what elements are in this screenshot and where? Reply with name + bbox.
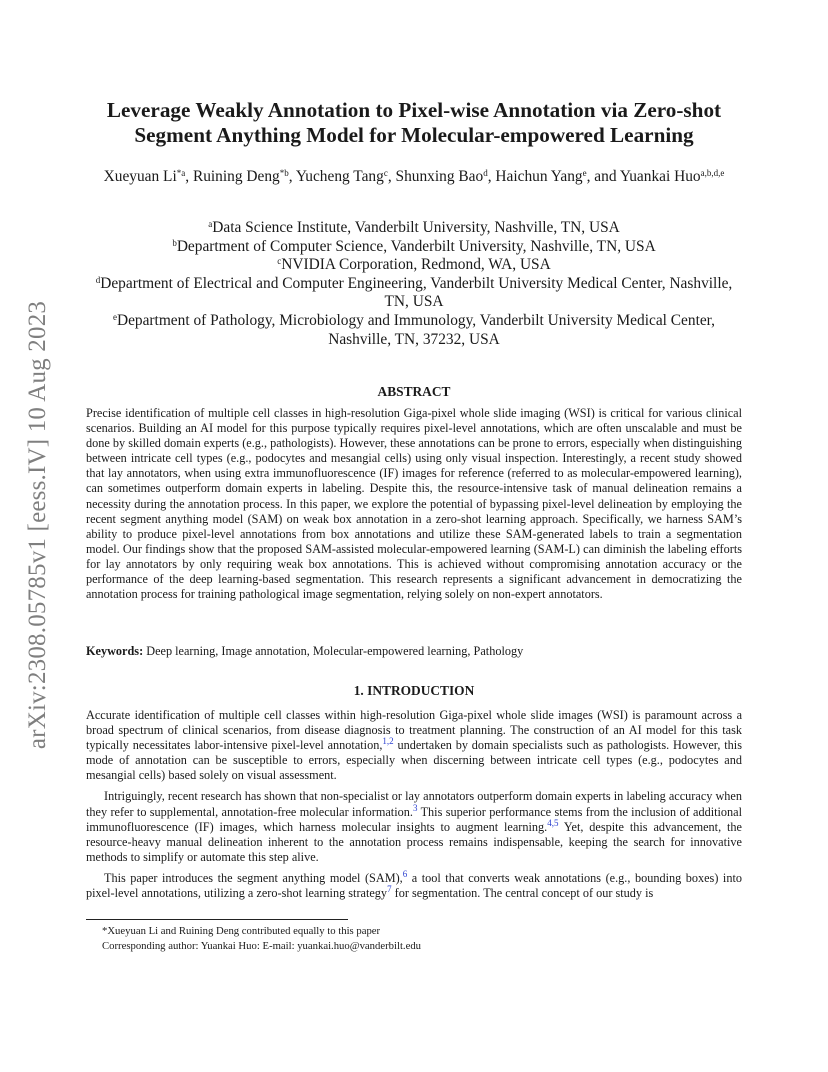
citation-link[interactable]: 3 — [412, 802, 418, 813]
keywords-label: Keywords: — [86, 644, 144, 658]
author-list: Xueyuan Li$^{*a}$, Ruining Deng$^{*b}$, Yucheng Tang$^c$, Shunxing Bao$^d$, Haichun Yang$^e$, and Yuankai Huo$^{a,b,d,e}$ — [103, 168, 725, 185]
section-heading-introduction: 1. INTRODUCTION — [353, 683, 475, 698]
author: Xueyuan Li$^{*a}$ — [103, 168, 186, 185]
footnote-rule — [86, 919, 348, 920]
affiliation: $^b$Department of Computer Science, Vanderbilt University, Nashville, TN, USA — [172, 237, 656, 255]
keywords-text: Deep learning, Image annotation, Molecular-empowered learning, Pathology — [143, 644, 524, 658]
footnote-corresponding-author: Corresponding author: Yuankai Huo: E-mail: yuankai.huo@vanderbilt.edu — [102, 939, 422, 952]
arxiv-stamp — [18, 280, 58, 770]
citation-link[interactable]: 7 — [387, 884, 392, 895]
affiliation: $^d$Department of Electrical and Computer Engineering, Vanderbilt University Medical Center, Nashville, TN, USA — [95, 274, 733, 311]
footnotes — [86, 924, 742, 953]
author: Ruining Deng$^{*b}$ — [192, 168, 289, 185]
title-line-1: Leverage Weakly Annotation to Pixel-wise Annotation via Zero-shot — [106, 98, 722, 122]
citation-link[interactable]: 1,2 — [382, 736, 394, 747]
author: Haichun Yang$^e$ — [495, 168, 587, 185]
paper-title — [86, 98, 742, 148]
affiliation-list — [86, 219, 742, 349]
footnote-equal-contribution: *Xueyuan Li and Ruining Deng contributed equally to this paper — [102, 925, 381, 937]
introduction-body — [86, 708, 742, 901]
paragraph: Accurate identification of multiple cell classes within high-resolution Giga-pixel whole slide images (WSI) is paramount across a broad spectrum of clinical scenarios, from disease diagnosis to treatment planning. The construction of an AI model for this task typically necessitates labor-intensive pixel-level annotation,$^{1,2}$ undertaken by domain specialists such as pathologists. However, this mode of annotation can be susceptible to errors, especially when discerning between intricate cell types (e.g., podocytes and mesangial cells) based solely on visual assessment. — [86, 708, 742, 783]
author: Yucheng Tang$^c$ — [295, 168, 388, 185]
affiliation: $^a$Data Science Institute, Vanderbilt University, Nashville, TN, USA — [208, 219, 620, 236]
citation-link[interactable]: 4,5 — [547, 817, 559, 828]
title-line-2: Segment Anything Model for Molecular-empowered Learning — [134, 123, 694, 147]
arxiv-identifier: arXiv:2308.05785v1 [eess.IV] 10 Aug 2023 — [24, 300, 51, 750]
citation-link[interactable]: 6 — [402, 868, 408, 879]
affiliation: $^e$Department of Pathology, Microbiology and Immunology, Vanderbilt University Medical Center, Nashville, TN, 37232, USA — [112, 311, 716, 348]
paragraph: Intriguingly, recent research has shown that non-specialist or lay annotators outperform domain experts in labeling accuracy when they refer to supplemental, annotation-free molecular information.$^3$ This superior performance stems from the inclusion of additional immunofluorescence (IF) images, which harness molecular insights to augment learning.$^{4,5}$ Yet, despite this advancement, the resource-heavy manual delineation inherent to the annotation process remains indispensable, keeping the search for innovative methods to simplify or automate this step alive. — [86, 789, 742, 864]
keywords — [86, 644, 742, 659]
abstract-text: Precise identification of multiple cell classes in high-resolution Giga-pixel whole slide imaging (WSI) is critical for various clinical scenarios. Building an AI model for this purpose typically requires pixel-level annotations, which are often unscalable and must be done by skilled domain experts (e.g., pathologists). However, these annotations can be prone to errors, especially when distinguishing between intricate cell types (e.g., podocytes and mesangial cells) using only visual inspection. Interestingly, a recent study showed that lay annotators, when using extra immunofluorescence (IF) images for reference (referred to as molecular-empowered learning), can sometimes outperform domain experts in labeling. Despite this, the resource-intensive task of manual delineation remains a necessity during the annotation process. In this paper, we explore the potential of bypassing pixel-level delineation by employing the recent segment anything model (SAM) on weak box annotation in a zero-shot learning approach. Specifically, we harness SAM’s ability to produce pixel-level annotations from box annotations and utilize these SAM-generated labels to train a segmentation model. Our findings show that the proposed SAM-assisted molecular-empowered learning (SAM-L) can diminish the labeling efforts for lay annotators by only requiring weak box annotations. This is achieved without compromising annotation accuracy or the performance of the deep learning-based segmentation. This research represents a significant advancement in democratizing the annotation process for training pathological image segmentation, relying solely on non-expert annotators. — [86, 406, 742, 602]
author: Yuankai Huo$^{a,b,d,e}$ — [619, 168, 725, 185]
abstract-heading: ABSTRACT — [377, 384, 451, 399]
affiliation: $^c$NVIDIA Corporation, Redmond, WA, USA — [277, 256, 551, 274]
paragraph: This paper introduces the segment anything model (SAM),$^6$ a tool that converts weak annotations (e.g., bounding boxes) into pixel-level annotations, utilizing a zero-shot learning strategy$^7$ for segmentation. The central concept of our study is — [86, 868, 742, 901]
abstract-body — [86, 406, 742, 602]
author: Shunxing Bao$^d$ — [395, 168, 488, 185]
